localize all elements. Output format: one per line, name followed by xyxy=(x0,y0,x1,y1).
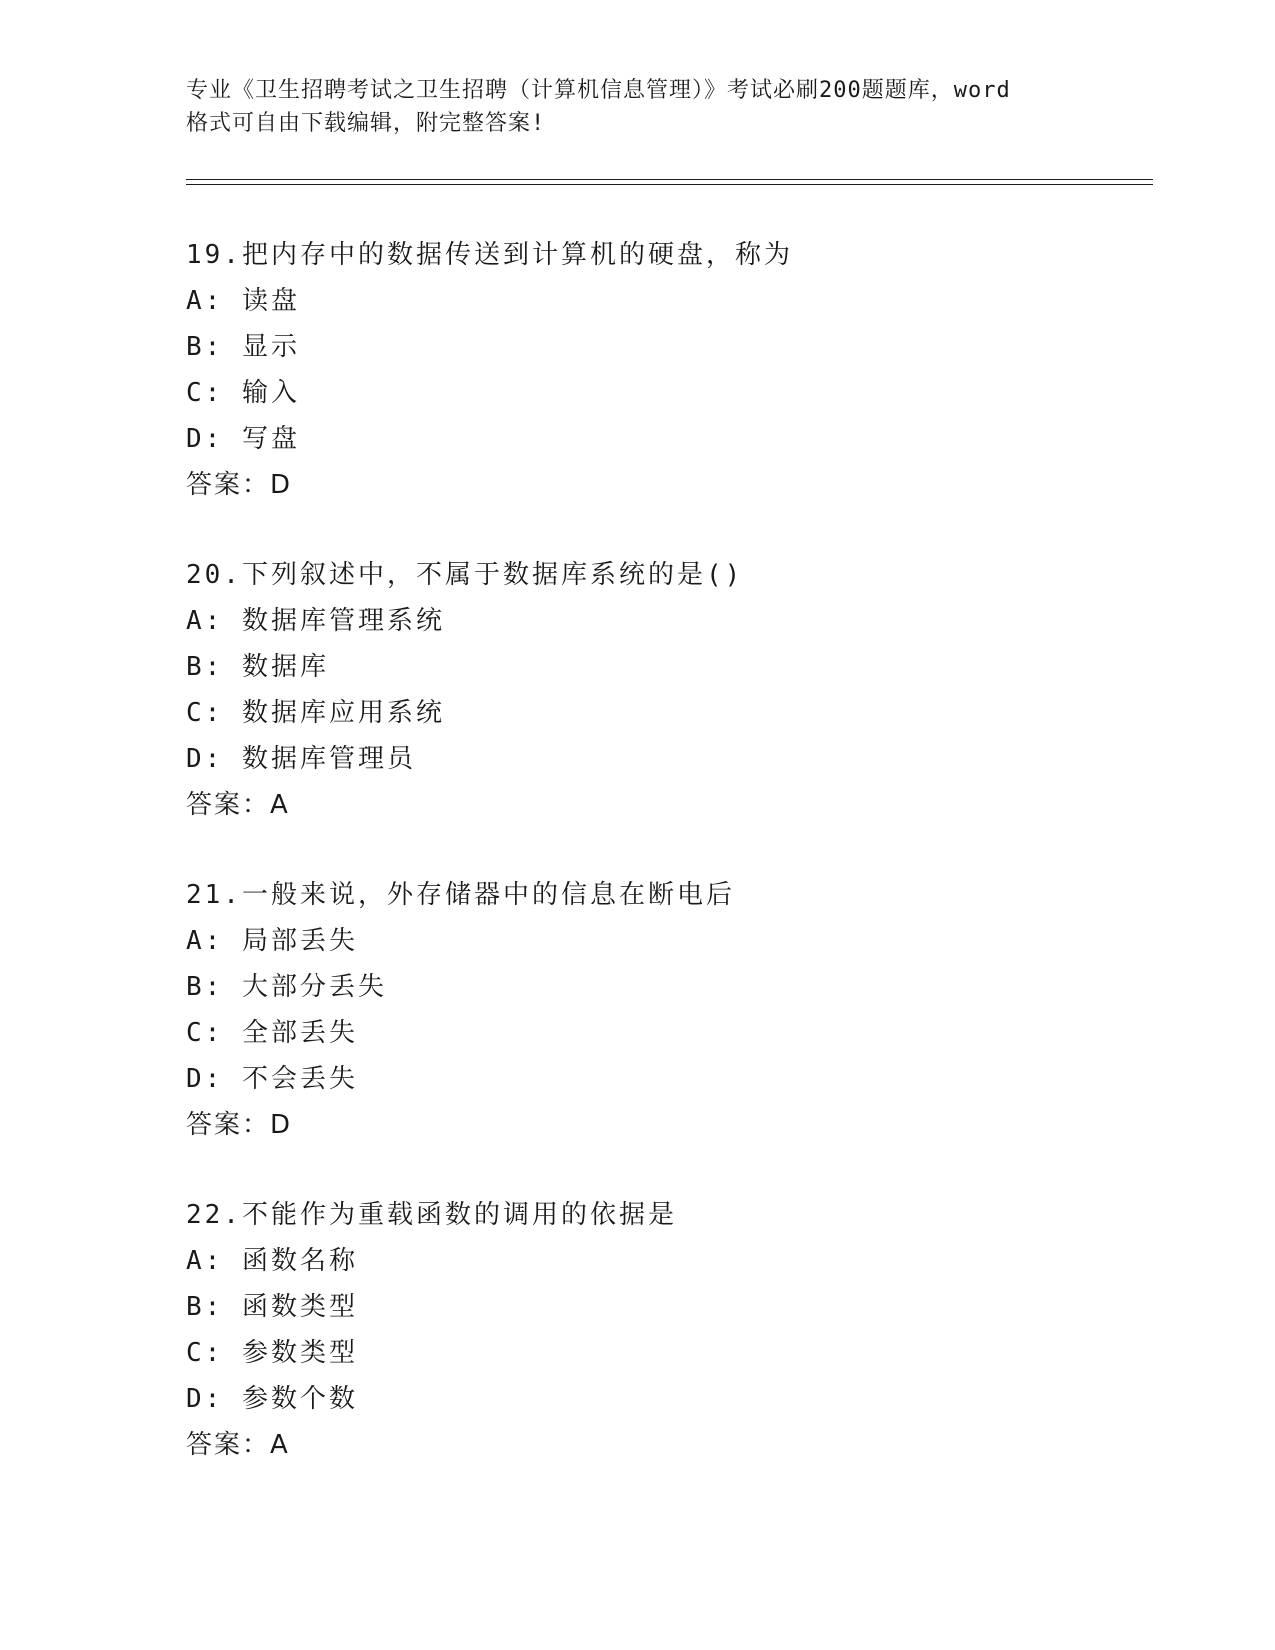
answer-line: 答案：A xyxy=(186,1430,290,1460)
option-c: C: 输入 xyxy=(186,378,300,408)
question-stem: 22.不能作为重载函数的调用的依据是 xyxy=(186,1200,677,1230)
header-line-2: 格式可自由下载编辑，附完整答案! xyxy=(186,111,546,136)
option-d: D: 不会丢失 xyxy=(186,1064,358,1094)
answer-line: 答案：A xyxy=(186,790,290,820)
option-d: D: 参数个数 xyxy=(186,1384,358,1414)
option-a: A: 读盘 xyxy=(186,286,300,316)
question-19 xyxy=(186,232,1146,508)
question-stem: 20.下列叙述中，不属于数据库系统的是() xyxy=(186,560,744,590)
option-a: A: 数据库管理系统 xyxy=(186,606,445,636)
question-21 xyxy=(186,872,1146,1148)
option-b: B: 显示 xyxy=(186,332,300,362)
option-c: C: 数据库应用系统 xyxy=(186,698,445,728)
question-stem: 19.把内存中的数据传送到计算机的硬盘，称为 xyxy=(186,240,793,270)
option-b: B: 大部分丢失 xyxy=(186,972,387,1002)
header-line-1: 专业《卫生招聘考试之卫生招聘（计算机信息管理）》考试必刷200题题库，word xyxy=(186,78,1011,103)
answer-line: 答案：D xyxy=(186,1110,293,1140)
question-22 xyxy=(186,1192,1146,1468)
option-c: C: 全部丢失 xyxy=(186,1018,358,1048)
document-header xyxy=(186,74,1086,140)
option-a: A: 函数名称 xyxy=(186,1246,358,1276)
header-divider-bottom xyxy=(186,184,1153,185)
option-a: A: 局部丢失 xyxy=(186,926,358,956)
question-stem: 21.一般来说，外存储器中的信息在断电后 xyxy=(186,880,735,910)
header-divider-top xyxy=(186,179,1153,180)
option-b: B: 数据库 xyxy=(186,652,329,682)
question-20 xyxy=(186,552,1146,828)
option-c: C: 参数类型 xyxy=(186,1338,358,1368)
option-b: B: 函数类型 xyxy=(186,1292,358,1322)
option-d: D: 写盘 xyxy=(186,424,300,454)
option-d: D: 数据库管理员 xyxy=(186,744,416,774)
answer-line: 答案：D xyxy=(186,470,293,500)
